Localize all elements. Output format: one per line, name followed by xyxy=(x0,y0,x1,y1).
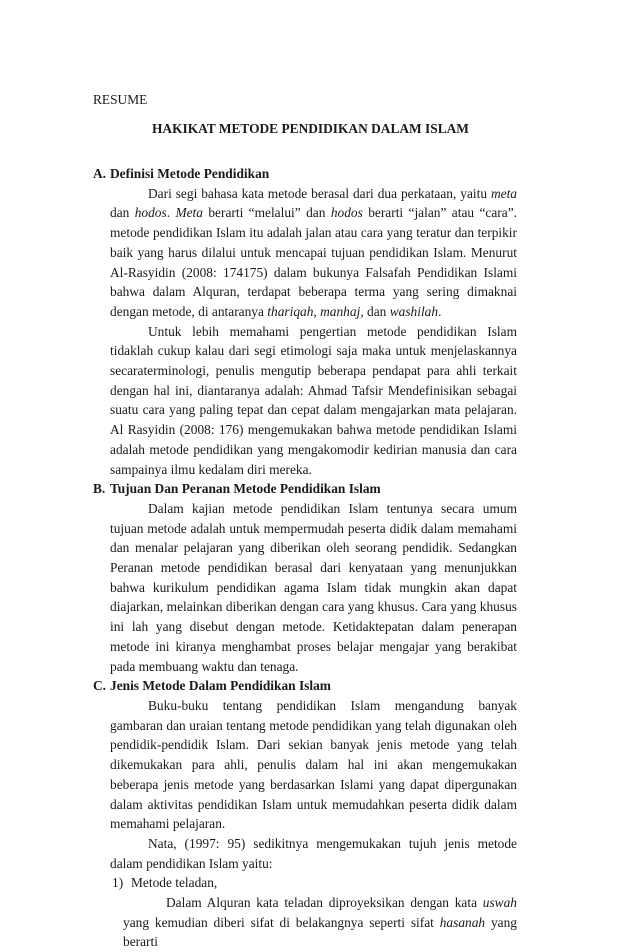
italic-term: manhaj xyxy=(320,303,361,319)
text-run: dan xyxy=(110,205,135,221)
section-c-paragraph-1: Buku-buku tentang pendidikan Islam mengandung banyak gambaran dan uraian tentang metode pendidikan yang telah digunakan oleh pendidik-pendidik Islam. Dari sekian banyak jenis metode yang telah dikemukakan para ahli, penulis dalam hal ini akan mengemukakan beberapa jenis metode yang berdasarkan Islami yang dapat dipergunakan dalam aktivitas pendidikan Islam untuk memudahkan peserta didik dalam memahami pelajaran. xyxy=(110,697,517,832)
text-run: . xyxy=(166,205,176,221)
italic-term: hodos xyxy=(134,205,167,221)
section-c-letter: C. xyxy=(93,678,107,694)
text-run: berarti “jalan” atau “cara”. metode pendidikan Islam itu adalah jalan atau cara yang teratur dan terpikir baik yang harus dilalui untuk mencapai tujuan pendidikan Islam. Menurut Al-Rasyidin (2008: 174175) dalam bukunya Falsafah Pendidikan Islami bahwa dalam Alquran, terdapat beberapa terma yang sering dimaknai dengan metode, di antaranya xyxy=(110,205,517,319)
text-run: Dari segi bahasa kata metode berasal dari dua perkataan, yaitu xyxy=(148,185,491,201)
section-c-paragraph-2: Nata, (1997: 95) sedikitnya mengemukakan tujuh jenis metode dalam pendidikan Islam yaitu: xyxy=(110,835,517,871)
section-a-paragraph-1 xyxy=(110,184,517,322)
list-item-1 xyxy=(112,873,517,893)
resume-label: RESUME xyxy=(93,92,148,107)
italic-term: meta xyxy=(490,185,517,201)
italic-term: hodos xyxy=(330,205,363,221)
italic-term: uswah xyxy=(482,895,517,911)
text-run: , dan xyxy=(360,303,390,319)
section-c-heading xyxy=(93,676,517,696)
text-run: Dalam Alquran kata teladan diproyeksikan dengan kata xyxy=(166,895,483,911)
italic-term: thariqah xyxy=(267,303,314,319)
text-run: yang berarti xyxy=(123,914,517,950)
section-b-paragraph-1: Dalam kajian metode pendidikan Islam tentunya secara umum tujuan metode adalah untuk mempermudah peserta didik dalam memahami dan menalar pelajaran yang diberikan oleh seorang pendidik. Sedangkan Peranan metode pendidikan berasal dari kenyataan yang menunjukkan bahwa kurikulum pendidikan agama Islam tidak mungkin akan dapat diajarkan, melainkan diberikan dengan cara yang khusus. Cara yang khusus ini lah yang disebut dengan metode. Ketidaktepatan dalam penerapan metode ini kiranya menghambat proses belajar mengajar yang berakibat pada membuang waktu dan tenaga. xyxy=(110,500,517,674)
section-a-letter: A. xyxy=(93,166,107,181)
text-run: . xyxy=(438,303,442,319)
italic-term: Meta xyxy=(175,205,203,221)
italic-term: hasanah xyxy=(439,914,486,930)
section-a-paragraph-2: Untuk lebih memahami pengertian metode pendidikan Islam tidaklah cukup kalau dari segi etimologi saja maka untuk menjelaskannya secaraterminologi, penulis mengutip beberapa pendapat para ahli terkait dengan hal ini, diantaranya adalah: Ahmad Tafsir Mendefinisikan sebagai suatu cara yang paling tepat dan cepat dalam mengajarkan mata pelajaran. Al Rasyidin (2008: 176) mengemukakan bahwa metode pendidikan Islami adalah metode pendidikan yang mengakomodir kedirian manusia dan cara sampainya ilmu kedalam diri mereka. xyxy=(110,323,517,477)
italic-term: washilah xyxy=(389,303,439,319)
section-b-title: Tujuan Dan Peranan Metode Pendidikan Islam xyxy=(110,481,381,497)
document-body xyxy=(93,164,517,952)
document-title: HAKIKAT METODE PENDIDIKAN DALAM ISLAM xyxy=(152,121,469,136)
section-a-heading xyxy=(93,164,517,184)
list-item-number: 1) xyxy=(112,875,124,891)
text-run: yang kemudian diberi sifat di belakangnya seperti sifat xyxy=(123,914,440,930)
section-b-heading xyxy=(93,479,517,499)
section-a-title: Definisi Metode Pendidikan xyxy=(110,166,270,181)
text-run: , xyxy=(313,303,321,319)
section-b-letter: B. xyxy=(93,481,106,497)
text-run: berarti “melalui” dan xyxy=(202,205,331,221)
section-c-title: Jenis Metode Dalam Pendidikan Islam xyxy=(110,678,331,694)
list-item-label: Metode teladan, xyxy=(131,875,218,891)
